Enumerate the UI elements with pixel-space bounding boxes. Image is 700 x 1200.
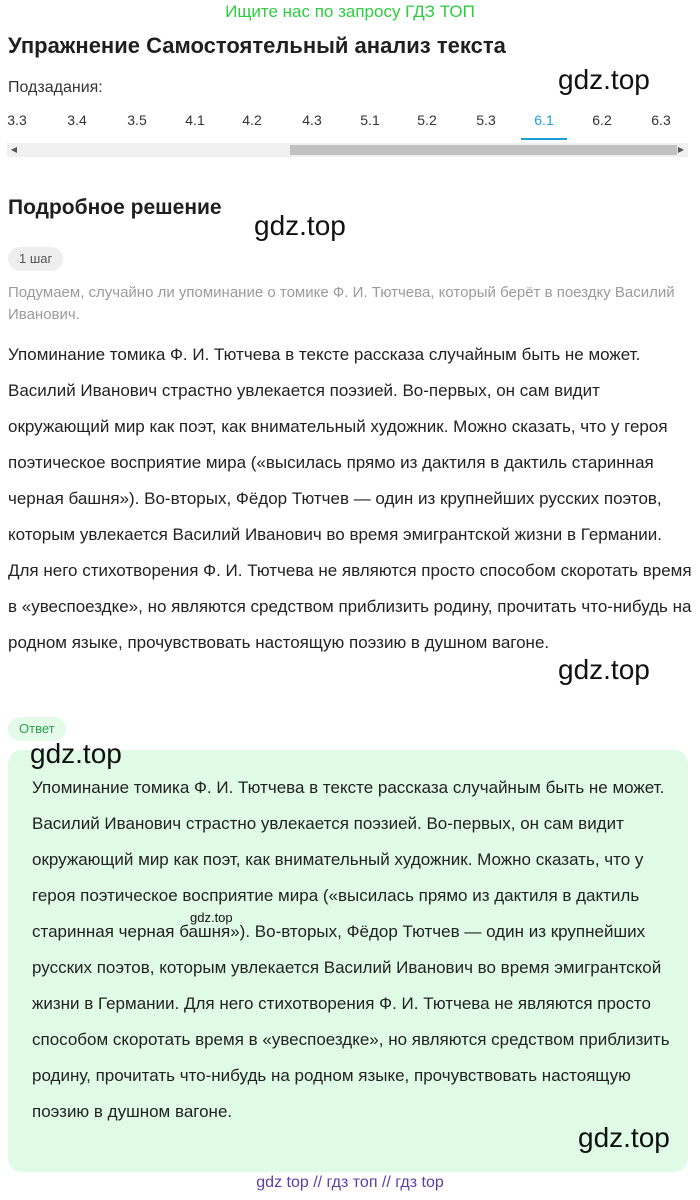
answer-badge: Ответ bbox=[8, 717, 66, 741]
tab-5-3[interactable]: 5.3 bbox=[476, 112, 496, 128]
tabs-scrollbar[interactable] bbox=[7, 143, 688, 157]
promo-banner: Ищите нас по запросу ГДЗ ТОП bbox=[225, 2, 475, 21]
subtasks-label: Подзадания: bbox=[8, 79, 103, 96]
watermark-text: gdz.top bbox=[558, 64, 650, 95]
watermark-text: gdz.top bbox=[254, 210, 346, 241]
tab-4-1[interactable]: 4.1 bbox=[185, 112, 205, 128]
tab-4-3[interactable]: 4.3 bbox=[302, 112, 322, 128]
tab-3-3[interactable]: 3.3 bbox=[7, 112, 27, 128]
section-title: Подробное решение bbox=[8, 196, 222, 219]
tab-4-2[interactable]: 4.2 bbox=[242, 112, 262, 128]
watermark-text: gdz.top bbox=[578, 1122, 670, 1153]
watermark-text: gdz.top bbox=[30, 738, 122, 769]
step-badge: 1 шаг bbox=[8, 247, 63, 271]
scroll-right-arrow-icon[interactable]: ▶ bbox=[677, 145, 685, 154]
page-title: Упражнение Самостоятельный анализ текста bbox=[8, 33, 506, 58]
step-hint: Подумаем, случайно ли упоминание о томике Ф. И. Тютчева, который берёт в поездку Василий Иванович. bbox=[8, 284, 675, 323]
scrollbar-thumb[interactable] bbox=[290, 145, 677, 155]
watermark-text: gdz.top bbox=[190, 910, 233, 925]
tab-6-2[interactable]: 6.2 bbox=[592, 112, 612, 128]
tab-3-4[interactable]: 3.4 bbox=[67, 112, 87, 128]
tab-3-5[interactable]: 3.5 bbox=[127, 112, 147, 128]
tab-6-1[interactable]: 6.1 bbox=[521, 108, 567, 142]
tab-5-2[interactable]: 5.2 bbox=[417, 112, 437, 128]
subtask-tabs bbox=[0, 108, 700, 142]
answer-box bbox=[8, 750, 688, 1172]
solution-text: Упоминание томика Ф. И. Тютчева в тексте рассказа случайным быть не может. Василий Иванович страстно увлекается поэзией. Во-первых, он сам видит окружающий мир как поэт, как внимательный художник. Можно сказать, что у героя поэтическое восприятие мира («высилась прямо из дактиля в дактиль старинная черная башня»). Во-вторых, Фёдор Тютчев — один из крупнейших русских поэтов, которым увлекается Василий Иванович во время эмигрантской жизни в Германии. Для него стихотворения Ф. И. Тютчева не являются просто способом скоротать время в «увеспоездке», но являются средством приблизить родину, прочитать что-нибудь на родном языке, прочувствовать настоящую поэзию в душном вагоне. bbox=[8, 345, 692, 652]
scroll-left-arrow-icon[interactable]: ◀ bbox=[10, 145, 18, 154]
tab-6-3[interactable]: 6.3 bbox=[651, 112, 671, 128]
watermark-text: gdz.top bbox=[558, 654, 650, 685]
tab-5-1[interactable]: 5.1 bbox=[360, 112, 380, 128]
footer-links: gdz top // гдз топ // гдз top bbox=[256, 1174, 444, 1191]
answer-text: Упоминание томика Ф. И. Тютчева в тексте рассказа случайным быть не может. Василий Иванович страстно увлекается поэзией. Во-первых, он сам видит окружающий мир как поэт, как внимательный художник. Можно сказать, что у героя поэтическое восприятие мира («высилась прямо из дактиля в дактиль старинная черная башня»). Во-вторых, Фёдор Тютчев — один из крупнейших русских поэтов, которым увлекается Василий Иванович во время эмигрантской жизни в Германии. Для него стихотворения Ф. И. Тютчева не являются просто способом скоротать время в «увеспоездке», но являются средством приблизить родину, прочитать что-нибудь на родном языке, прочувствовать настоящую поэзию в душном вагоне. bbox=[32, 778, 670, 1121]
